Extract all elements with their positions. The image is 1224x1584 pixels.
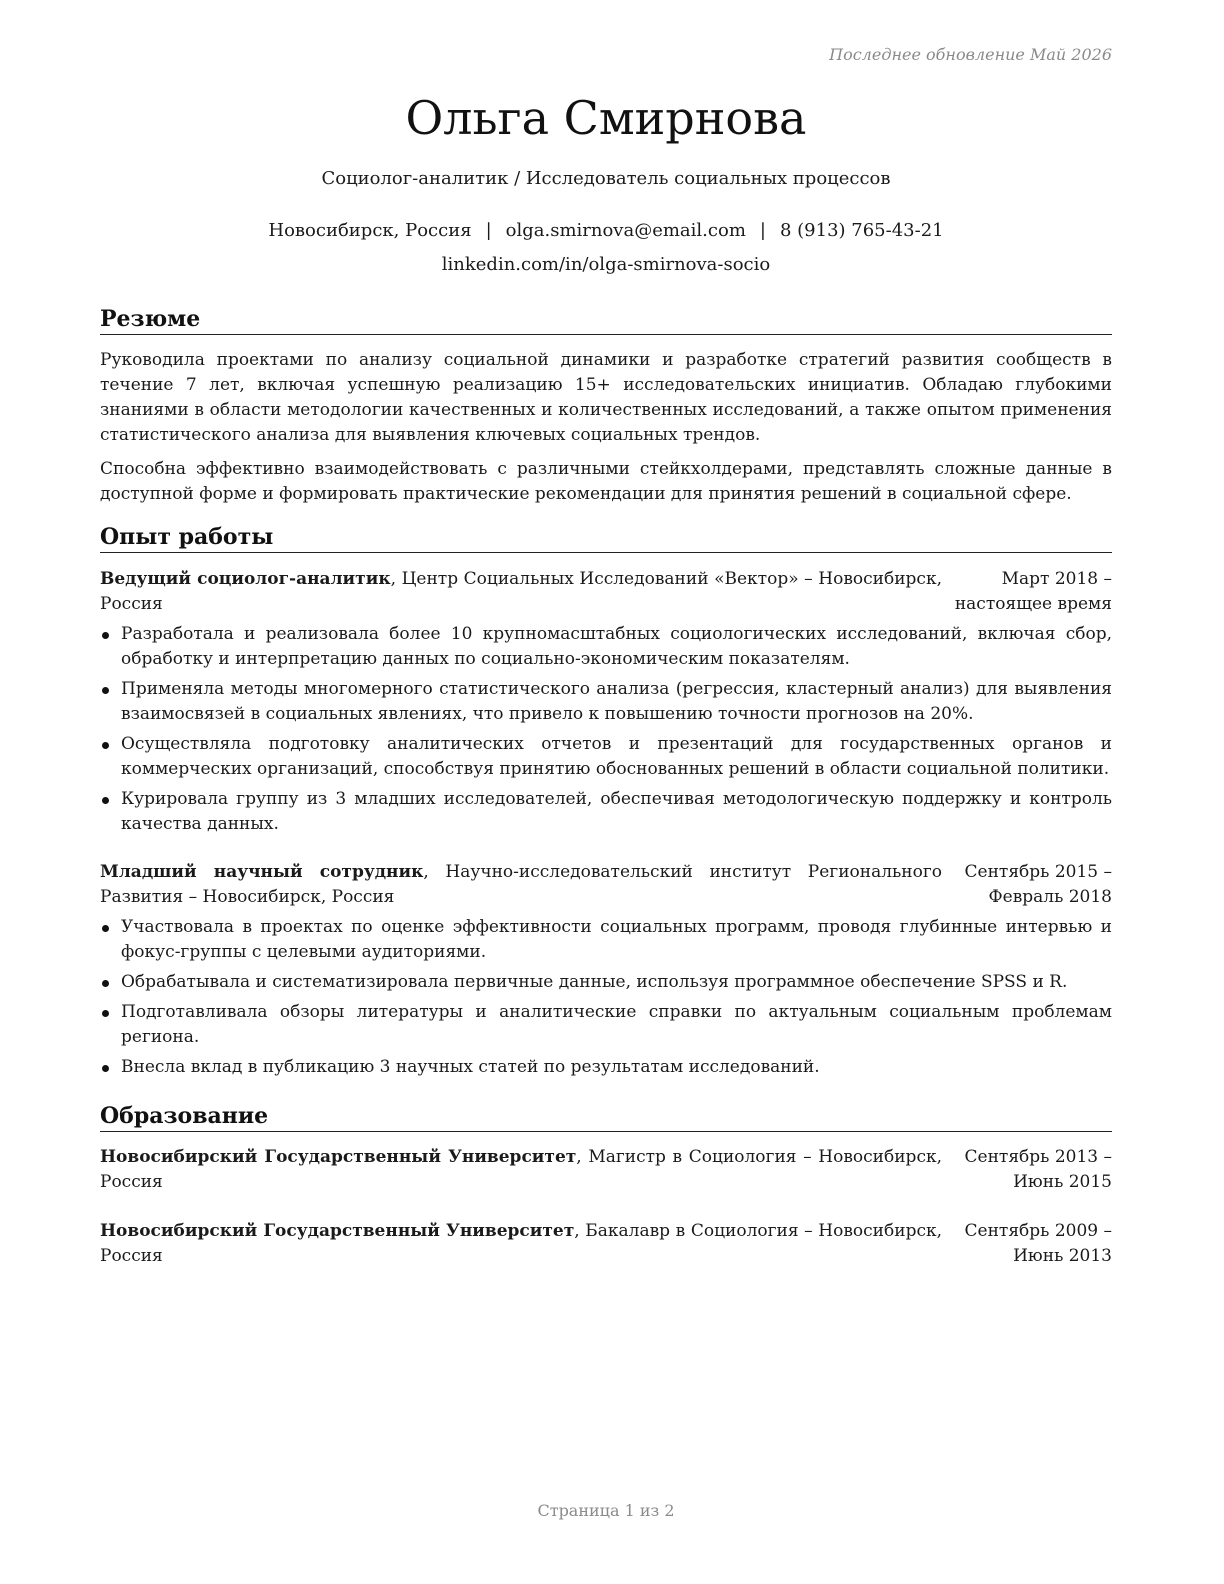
summary-paragraph: Способна эффективно взаимодействовать с различными стейкхолдерами, представлять сложные данные в доступной форме и формировать практические рекомендации для принятия решений в социальной сфере. (100, 459, 1112, 504)
job-header (100, 567, 1112, 617)
candidate-name: Ольга Смирнова (405, 91, 807, 145)
linkedin-link[interactable]: linkedin.com/in/olga-smirnova-socio (441, 254, 771, 275)
job-bullet: Участвовала в проектах по оценке эффективности социальных программ, проводя глубинные интервью и фокус-группы с целевыми аудиториями. (100, 915, 1112, 965)
page-number: Страница 1 из 2 (537, 1501, 675, 1520)
email-link[interactable]: olga.smirnova@email.com (505, 220, 746, 241)
job-bullet: Применяла методы многомерного статистического анализа (регрессия, кластерный анализ) для выявления взаимосвязей в социальных явлениях, что привело к повышению точности прогнозов на 20%. (100, 677, 1112, 727)
contact-line (100, 219, 1112, 243)
last-updated: Последнее обновление Май 2026 (829, 45, 1112, 64)
phone-number: 8 (913) 765-43-21 (779, 220, 944, 241)
education-item (100, 1145, 1112, 1195)
job-bullet: Обрабатывала и систематизировала первичные данные, используя программное обеспечение SPSS и R. (100, 970, 1112, 995)
education-school-degree (100, 1145, 942, 1195)
section-title-education: Образование (100, 1102, 1112, 1132)
job-role: Ведущий социолог-аналитик (100, 569, 391, 589)
school-name: Новосибирский Государственный Университет (100, 1147, 577, 1167)
section-title-summary: Резюме (100, 305, 1112, 335)
job-title-org (100, 860, 942, 910)
job-organization: , Центр Социальных Исследований «Вектор» – Новосибирск, Россия (100, 569, 942, 614)
job-organization: , Научно-исследовательский институт Регионального Развития – Новосибирск, Россия (100, 862, 942, 907)
job-title: Социолог-аналитик / Исследователь социальных процессов (321, 168, 891, 189)
job-bullet: Осуществляла подготовку аналитических отчетов и презентаций для государственных органов и коммерческих организаций, способствуя принятию обоснованных решений в области социальной политики. (100, 732, 1112, 782)
job-role: Младший научный сотрудник (100, 862, 424, 882)
job-bullet: Курировала группу из 3 младших исследователей, обеспечивая методологическую поддержку и контроль качества данных. (100, 787, 1112, 837)
job-title-org (100, 567, 942, 617)
job-bullet: Разработала и реализовала более 10 крупномасштабных социологических исследований, включая сбор, обработку и интерпретацию данных по социально-экономическим показателям. (100, 622, 1112, 672)
resume-page (100, 0, 1112, 1584)
contact-separator: | (759, 220, 766, 241)
education-dates: Сентябрь 2009 – Июнь 2013 (964, 1221, 1112, 1266)
job-bullets (100, 622, 1112, 842)
section-title-experience: Опыт работы (100, 523, 1112, 553)
job-header (100, 860, 1112, 910)
job-bullet: Внесла вклад в публикацию 3 научных статей по результатам исследований. (100, 1055, 1112, 1080)
job-bullets (100, 915, 1112, 1085)
degree: , Магистр в Социология – Новосибирск, Россия (100, 1147, 942, 1192)
education-dates: Сентябрь 2013 – Июнь 2015 (964, 1147, 1112, 1192)
job-dates: Сентябрь 2015 – Февраль 2018 (964, 862, 1112, 907)
education-item (100, 1219, 1112, 1269)
school-name: Новосибирский Государственный Университет (100, 1221, 575, 1241)
job-dates: Март 2018 – настоящее время (954, 569, 1112, 614)
job-bullet: Подготавливала обзоры литературы и аналитические справки по актуальным социальным проблемам региона. (100, 1000, 1112, 1050)
summary-paragraph: Руководила проектами по анализу социальной динамики и разработке стратегий развития сообществ в течение 7 лет, включая успешную реализацию 15+ исследовательских инициатив. Обладаю глубокими знаниями в области методологии качественных и количественных исследований, а также опытом применения статистического анализа для выявления ключевых социальных трендов. (100, 350, 1112, 445)
degree: , Бакалавр в Социология – Новосибирск, Россия (100, 1221, 942, 1266)
location: Новосибирск, Россия (268, 220, 472, 241)
education-school-degree (100, 1219, 942, 1269)
contact-separator: | (485, 220, 492, 241)
